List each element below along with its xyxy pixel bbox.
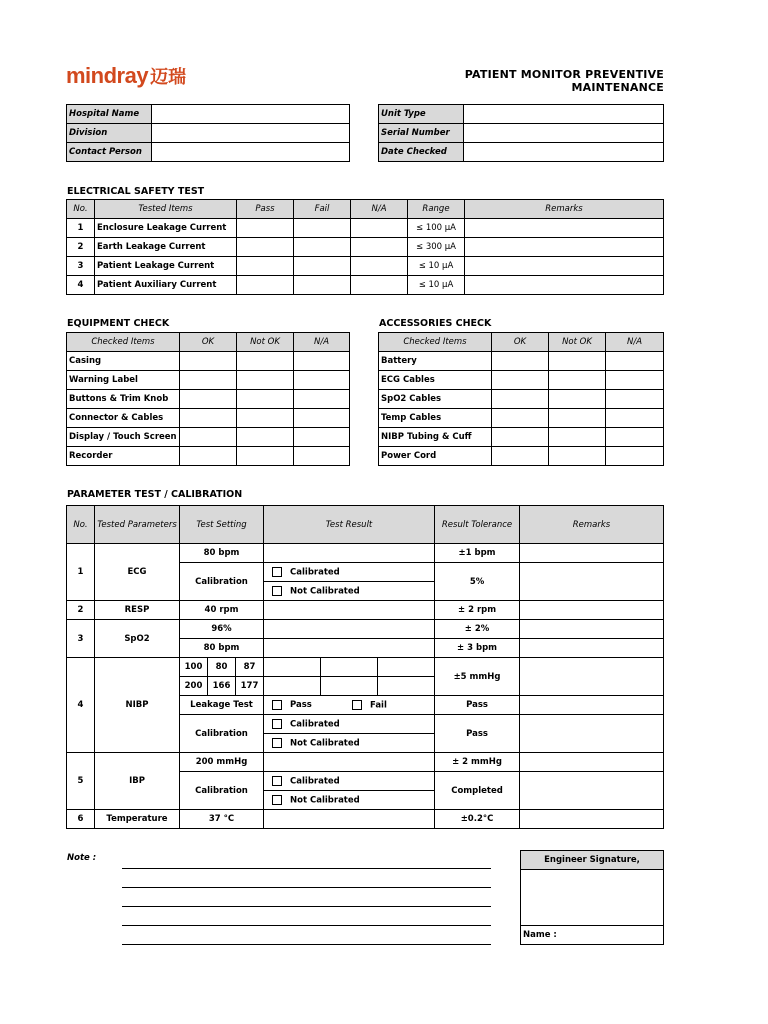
- range-cell: ≤ 10 μA: [408, 276, 465, 295]
- nibp-result-cell[interactable]: [264, 677, 321, 696]
- nibp-result-cell[interactable]: [321, 658, 378, 677]
- serial-number-field[interactable]: [464, 124, 664, 143]
- table-row: [67, 257, 664, 276]
- remarks-cell[interactable]: [520, 810, 664, 829]
- engineer-signature-label: Engineer Signature,: [521, 851, 664, 870]
- na-cell[interactable]: [351, 238, 408, 257]
- row-item: Enclosure Leakage Current: [95, 219, 237, 238]
- date-checked-label: Date Checked: [379, 143, 464, 162]
- ecg-name: ECG: [95, 544, 180, 601]
- ecg-no: 1: [67, 544, 95, 601]
- spo2-no: 3: [67, 620, 95, 658]
- ok-cell[interactable]: [180, 409, 237, 428]
- equipment-item: Casing: [67, 352, 180, 371]
- remarks-cell[interactable]: [520, 772, 664, 810]
- table-row: [67, 371, 350, 390]
- fail-cell[interactable]: [294, 219, 351, 238]
- checkbox-icon[interactable]: [272, 586, 282, 596]
- equipment-item: Display / Touch Screen: [67, 428, 180, 447]
- remarks-cell[interactable]: [520, 753, 664, 772]
- not-ok-cell[interactable]: [549, 352, 606, 371]
- spo2-tolerance-1: ± 2%: [435, 620, 520, 639]
- calibrated-label: Calibrated: [290, 719, 340, 730]
- col-ok: OK: [180, 333, 237, 352]
- mindray-logo: [66, 62, 186, 90]
- na-cell[interactable]: [606, 428, 664, 447]
- document-title: PATIENT MONITOR PREVENTIVE MAINTENANCE: [464, 68, 664, 94]
- ibp-name: IBP: [95, 753, 180, 810]
- col-fail: Fail: [294, 200, 351, 219]
- ok-cell[interactable]: [180, 352, 237, 371]
- table-row: [379, 409, 664, 428]
- not-calibrated-label: Not Calibrated: [290, 738, 360, 749]
- nibp-result-cell[interactable]: [264, 658, 321, 677]
- name-field[interactable]: [521, 926, 664, 945]
- nibp-not-calibrated-option[interactable]: [264, 734, 435, 753]
- note-line[interactable]: [122, 944, 491, 945]
- table-row: [67, 238, 664, 257]
- resp-tolerance: ± 2 rpm: [435, 601, 520, 620]
- not-ok-cell[interactable]: [549, 428, 606, 447]
- nibp-no: 4: [67, 658, 95, 753]
- accessory-item: Battery: [379, 352, 492, 371]
- nibp-leakage-options: [264, 696, 435, 715]
- col-not-ok: Not OK: [549, 333, 606, 352]
- range-cell: ≤ 100 μA: [408, 219, 465, 238]
- col-pass: Pass: [237, 200, 294, 219]
- note-line[interactable]: [122, 887, 491, 888]
- col-not-ok: Not OK: [237, 333, 294, 352]
- ibp-result-cell[interactable]: [264, 753, 435, 772]
- col-tested-parameters: Tested Parameters: [95, 506, 180, 544]
- spo2-setting-1: 96%: [180, 620, 264, 639]
- nibp-setting-value: 177: [236, 677, 264, 696]
- checkbox-icon[interactable]: [352, 700, 362, 710]
- checkbox-icon[interactable]: [272, 719, 282, 729]
- ibp-tolerance-1: ± 2 mmHg: [435, 753, 520, 772]
- accessory-item: Power Cord: [379, 447, 492, 466]
- fail-cell[interactable]: [294, 257, 351, 276]
- parameter-table: [66, 505, 664, 829]
- table-row: [67, 428, 350, 447]
- na-cell[interactable]: [351, 219, 408, 238]
- signature-area[interactable]: [521, 870, 664, 926]
- spo2-result-cell[interactable]: [264, 639, 435, 658]
- info-table-left: [66, 104, 350, 162]
- remarks-cell[interactable]: [520, 639, 664, 658]
- col-remarks: Remarks: [520, 506, 664, 544]
- table-row: [379, 352, 664, 371]
- nibp-setting-value: 200: [180, 677, 208, 696]
- remarks-cell[interactable]: [520, 601, 664, 620]
- remarks-cell[interactable]: [520, 658, 664, 696]
- contact-person-label: Contact Person: [67, 143, 152, 162]
- ok-cell[interactable]: [492, 352, 549, 371]
- nibp-calibration-label: Calibration: [180, 715, 264, 753]
- division-field[interactable]: [152, 124, 350, 143]
- hospital-name-field[interactable]: [152, 105, 350, 124]
- remarks-cell[interactable]: [465, 238, 664, 257]
- spo2-name: SpO2: [95, 620, 180, 658]
- row-item: Patient Leakage Current: [95, 257, 237, 276]
- col-test-result: Test Result: [264, 506, 435, 544]
- na-cell[interactable]: [294, 409, 350, 428]
- ok-cell[interactable]: [180, 428, 237, 447]
- nibp-leakage-label: Leakage Test: [180, 696, 264, 715]
- ibp-calibration-label: Calibration: [180, 772, 264, 810]
- note-label: Note :: [67, 853, 97, 863]
- equipment-item: Recorder: [67, 447, 180, 466]
- equipment-section-title: EQUIPMENT CHECK: [67, 318, 170, 329]
- col-checked-items: Checked Items: [67, 333, 180, 352]
- fail-cell[interactable]: [294, 276, 351, 295]
- note-line[interactable]: [122, 906, 491, 907]
- col-no: No.: [67, 200, 95, 219]
- accessory-item: Temp Cables: [379, 409, 492, 428]
- row-item: Earth Leakage Current: [95, 238, 237, 257]
- not-ok-cell[interactable]: [549, 390, 606, 409]
- na-cell[interactable]: [294, 371, 350, 390]
- na-cell[interactable]: [606, 447, 664, 466]
- resp-no: 2: [67, 601, 95, 620]
- contact-person-field[interactable]: [152, 143, 350, 162]
- pass-label: Pass: [290, 700, 312, 711]
- accessory-item: ECG Cables: [379, 371, 492, 390]
- nibp-calibrated-option[interactable]: [264, 715, 435, 734]
- col-no: No.: [67, 506, 95, 544]
- spo2-result-cell[interactable]: [264, 620, 435, 639]
- na-cell[interactable]: [294, 428, 350, 447]
- nibp-setting-value: 80: [208, 658, 236, 677]
- temp-setting: 37 °C: [180, 810, 264, 829]
- accessory-item: SpO2 Cables: [379, 390, 492, 409]
- logo-text: mindray: [66, 63, 149, 88]
- ok-cell[interactable]: [492, 447, 549, 466]
- ecg-result-cell[interactable]: [264, 544, 435, 563]
- checkbox-icon[interactable]: [272, 567, 282, 577]
- col-result-tolerance: Result Tolerance: [435, 506, 520, 544]
- name-label: Name :: [523, 930, 557, 940]
- row-no: 2: [67, 238, 95, 257]
- remarks-cell[interactable]: [520, 563, 664, 601]
- unit-type-label: Unit Type: [379, 105, 464, 124]
- nibp-tolerance-1: ±5 mmHg: [435, 658, 520, 696]
- table-row: [379, 428, 664, 447]
- table-row: [67, 352, 350, 371]
- not-ok-cell[interactable]: [237, 371, 294, 390]
- hospital-name-label: Hospital Name: [67, 105, 152, 124]
- table-row: [67, 544, 664, 563]
- table-row: [67, 447, 350, 466]
- electrical-section-title: ELECTRICAL SAFETY TEST: [67, 186, 205, 197]
- col-tested-items: Tested Items: [95, 200, 237, 219]
- calibrated-label: Calibrated: [290, 776, 340, 787]
- remarks-cell[interactable]: [520, 696, 664, 715]
- nibp-result-cell[interactable]: [378, 658, 435, 677]
- electrical-table: [66, 199, 664, 295]
- checkbox-icon[interactable]: [272, 795, 282, 805]
- not-ok-cell[interactable]: [237, 352, 294, 371]
- ok-cell[interactable]: [492, 371, 549, 390]
- equipment-table: [66, 332, 350, 466]
- nibp-setting-value: 100: [180, 658, 208, 677]
- na-cell[interactable]: [606, 371, 664, 390]
- nibp-tolerance-2: Pass: [435, 696, 520, 715]
- remarks-cell[interactable]: [465, 276, 664, 295]
- col-checked-items: Checked Items: [379, 333, 492, 352]
- note-line[interactable]: [122, 925, 491, 926]
- table-row: [67, 601, 664, 620]
- checkbox-icon[interactable]: [272, 738, 282, 748]
- division-label: Division: [67, 124, 152, 143]
- checkbox-icon[interactable]: [272, 776, 282, 786]
- ok-cell[interactable]: [492, 390, 549, 409]
- fail-label: Fail: [370, 700, 387, 711]
- pass-cell[interactable]: [237, 219, 294, 238]
- ok-cell[interactable]: [492, 428, 549, 447]
- remarks-cell[interactable]: [520, 715, 664, 753]
- table-row: [67, 390, 350, 409]
- table-row: [379, 390, 664, 409]
- fail-cell[interactable]: [294, 238, 351, 257]
- resp-name: RESP: [95, 601, 180, 620]
- table-row: [67, 620, 664, 639]
- ecg-calibrated-option[interactable]: [264, 563, 435, 582]
- nibp-tolerance-3: Pass: [435, 715, 520, 753]
- remarks-cell[interactable]: [465, 257, 664, 276]
- nibp-name: NIBP: [95, 658, 180, 753]
- na-cell[interactable]: [294, 352, 350, 371]
- col-remarks: Remarks: [465, 200, 664, 219]
- info-table-right: [378, 104, 664, 162]
- remarks-cell[interactable]: [520, 544, 664, 563]
- col-na: N/A: [351, 200, 408, 219]
- col-na: N/A: [294, 333, 350, 352]
- ok-cell[interactable]: [180, 390, 237, 409]
- not-ok-cell[interactable]: [237, 409, 294, 428]
- temp-tolerance: ±0.2°C: [435, 810, 520, 829]
- remarks-cell[interactable]: [465, 219, 664, 238]
- ibp-no: 5: [67, 753, 95, 810]
- na-cell[interactable]: [351, 257, 408, 276]
- accessory-item: NIBP Tubing & Cuff: [379, 428, 492, 447]
- table-row: [379, 371, 664, 390]
- not-ok-cell[interactable]: [237, 390, 294, 409]
- row-no: 4: [67, 276, 95, 295]
- not-calibrated-label: Not Calibrated: [290, 586, 360, 597]
- not-ok-cell[interactable]: [549, 447, 606, 466]
- range-cell: ≤ 300 μA: [408, 238, 465, 257]
- serial-number-label: Serial Number: [379, 124, 464, 143]
- range-cell: ≤ 10 μA: [408, 257, 465, 276]
- table-row: [67, 409, 350, 428]
- pass-cell[interactable]: [237, 257, 294, 276]
- row-item: Patient Auxiliary Current: [95, 276, 237, 295]
- na-cell[interactable]: [606, 352, 664, 371]
- ecg-setting: 80 bpm: [180, 544, 264, 563]
- col-na: N/A: [606, 333, 664, 352]
- ok-cell[interactable]: [180, 447, 237, 466]
- not-ok-cell[interactable]: [237, 428, 294, 447]
- ibp-calibrated-option[interactable]: [264, 772, 435, 791]
- table-row: [379, 447, 664, 466]
- note-line[interactable]: [122, 868, 491, 869]
- calibrated-label: Calibrated: [290, 567, 340, 578]
- resp-setting: 40 rpm: [180, 601, 264, 620]
- checkbox-icon[interactable]: [272, 700, 282, 710]
- remarks-cell[interactable]: [520, 620, 664, 639]
- pass-cell[interactable]: [237, 238, 294, 257]
- temp-name: Temperature: [95, 810, 180, 829]
- row-no: 3: [67, 257, 95, 276]
- signature-table: [520, 850, 664, 945]
- not-calibrated-label: Not Calibrated: [290, 795, 360, 806]
- table-row: [67, 810, 664, 829]
- temp-no: 6: [67, 810, 95, 829]
- na-cell[interactable]: [294, 447, 350, 466]
- col-test-setting: Test Setting: [180, 506, 264, 544]
- col-range: Range: [408, 200, 465, 219]
- ibp-not-calibrated-option[interactable]: [264, 791, 435, 810]
- ecg-tolerance: ±1 bpm: [435, 544, 520, 563]
- na-cell[interactable]: [606, 409, 664, 428]
- na-cell[interactable]: [351, 276, 408, 295]
- row-no: 1: [67, 219, 95, 238]
- equipment-item: Warning Label: [67, 371, 180, 390]
- equipment-item: Buttons & Trim Knob: [67, 390, 180, 409]
- col-ok: OK: [492, 333, 549, 352]
- not-ok-cell[interactable]: [549, 371, 606, 390]
- equipment-item: Connector & Cables: [67, 409, 180, 428]
- na-cell[interactable]: [606, 390, 664, 409]
- parameter-section-title: PARAMETER TEST / CALIBRATION: [67, 489, 243, 500]
- ecg-not-calibrated-option[interactable]: [264, 582, 435, 601]
- ok-cell[interactable]: [492, 409, 549, 428]
- not-ok-cell[interactable]: [237, 447, 294, 466]
- nibp-result-cell[interactable]: [378, 677, 435, 696]
- unit-type-field[interactable]: [464, 105, 664, 124]
- ibp-tolerance-2: Completed: [435, 772, 520, 810]
- ibp-setting: 200 mmHg: [180, 753, 264, 772]
- spo2-setting-2: 80 bpm: [180, 639, 264, 658]
- table-row: [67, 753, 664, 772]
- table-row: [67, 276, 664, 295]
- na-cell[interactable]: [294, 390, 350, 409]
- temp-result-cell[interactable]: [264, 810, 435, 829]
- accessories-table: [378, 332, 664, 466]
- spo2-tolerance-2: ± 3 bpm: [435, 639, 520, 658]
- nibp-setting-value: 87: [236, 658, 264, 677]
- nibp-setting-value: 166: [208, 677, 236, 696]
- not-ok-cell[interactable]: [549, 409, 606, 428]
- ecg-tolerance-2: 5%: [435, 563, 520, 601]
- table-row: [67, 658, 664, 677]
- accessories-section-title: ACCESSORIES CHECK: [379, 318, 492, 329]
- ecg-calibration-label: Calibration: [180, 563, 264, 601]
- ok-cell[interactable]: [180, 371, 237, 390]
- table-row: [67, 219, 664, 238]
- logo-cn-text: 迈瑞: [150, 67, 187, 88]
- pass-cell[interactable]: [237, 276, 294, 295]
- date-checked-field[interactable]: [464, 143, 664, 162]
- nibp-result-cell[interactable]: [321, 677, 378, 696]
- resp-result-cell[interactable]: [264, 601, 435, 620]
